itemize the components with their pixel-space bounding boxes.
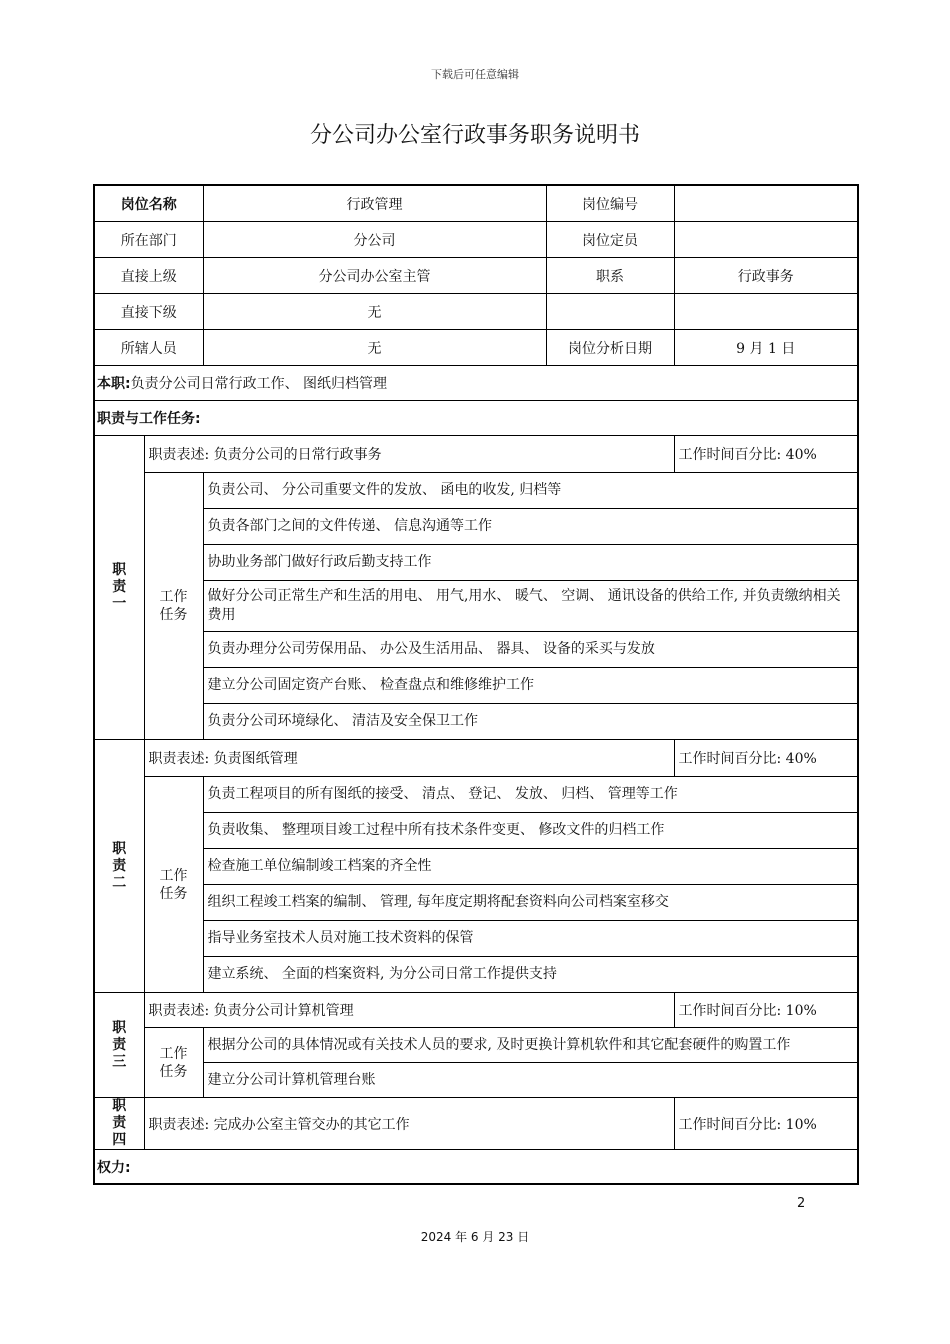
duties-header: 职责与工作任务: (94, 401, 858, 436)
duty-4-label: 职 责 四 (94, 1098, 144, 1150)
main-duty-row (94, 366, 858, 401)
header-note: 下载后可任意编辑 (431, 68, 519, 81)
main-duty-text: 负责分公司日常行政工作、 图纸归档管理 (130, 376, 388, 392)
label-headcount: 岗位定员 (546, 222, 674, 258)
duty-2-task-label: 工作 任务 (144, 777, 203, 993)
label-job-family: 职系 (546, 258, 674, 294)
duties-header-row (94, 401, 858, 436)
value-empty (674, 294, 858, 330)
task-row (94, 668, 858, 704)
task-row (94, 849, 858, 885)
task-row (94, 1063, 858, 1098)
duty-3-pct: 工作时间百分比: 10% (674, 993, 858, 1028)
duty-1-task-1: 负责公司、 分公司重要文件的发放、 函电的收发, 归档等 (203, 473, 858, 509)
duty-4-pct: 工作时间百分比: 10% (674, 1098, 858, 1150)
duty-3-task-2: 建立分公司计算机管理台账 (203, 1063, 858, 1098)
duty-1-task-4: 做好分公司正常生产和生活的用电、 用气,用水、 暖气、 空调、 通讯设备的供给工作, 并负责缴纳相关费用 (203, 581, 858, 632)
info-row-staff (94, 330, 858, 366)
duty-2-task-5: 指导业务室技术人员对施工技术资料的保管 (203, 921, 858, 957)
duty-1-task-7: 负责分公司环境绿化、 清洁及安全保卫工作 (203, 704, 858, 740)
authority-row (94, 1150, 858, 1185)
value-supervisor: 分公司办公室主管 (203, 258, 546, 294)
task-row (94, 777, 858, 813)
task-row (94, 921, 858, 957)
task-row (94, 957, 858, 993)
label-analysis-date: 岗位分析日期 (546, 330, 674, 366)
duty-2-task-1: 负责工程项目的所有图纸的接受、 清点、 登记、 发放、 归档、 管理等工作 (203, 777, 858, 813)
value-job-family: 行政事务 (674, 258, 858, 294)
label-position-code: 岗位编号 (546, 185, 674, 222)
duty-2-task-2: 负责收集、 整理项目竣工过程中所有技术条件变更、 修改文件的归档工作 (203, 813, 858, 849)
task-row (94, 885, 858, 921)
info-row-position (94, 185, 858, 222)
duty-2-task-6: 建立系统、 全面的档案资料, 为分公司日常工作提供支持 (203, 957, 858, 993)
label-supervisor: 直接上级 (94, 258, 203, 294)
duty-3-task-1: 根据分公司的具体情况或有关技术人员的要求, 及时更换计算机软件和其它配套硬件的购置工作 (203, 1028, 858, 1063)
label-position-name: 岗位名称 (94, 185, 203, 222)
label-empty (546, 294, 674, 330)
duty-1-label: 职 责 一 (94, 436, 144, 740)
duty-1-task-5: 负责办理分公司劳保用品、 办公及生活用品、 器具、 设备的采买与发放 (203, 632, 858, 668)
task-row (94, 545, 858, 581)
info-row-subordinate (94, 294, 858, 330)
label-department: 所在部门 (94, 222, 203, 258)
page-number: 2 (797, 1196, 806, 1211)
task-row (94, 473, 858, 509)
duty-1-task-3: 协助业务部门做好行政后勤支持工作 (203, 545, 858, 581)
duty-1-desc: 职责表述: 负责分公司的日常行政事务 (144, 436, 674, 473)
value-analysis-date: 9 月 1 日 (674, 330, 858, 366)
info-row-department (94, 222, 858, 258)
duty-2-task-4: 组织工程竣工档案的编制、 管理, 每年度定期将配套资料向公司档案室移交 (203, 885, 858, 921)
value-position-code (674, 185, 858, 222)
duty-4-desc: 职责表述: 完成办公室主管交办的其它工作 (144, 1098, 674, 1150)
task-row (94, 509, 858, 545)
duty-3-task-label: 工作 任务 (144, 1028, 203, 1098)
footer-date: 2024 年 6 月 23 日 (420, 1230, 530, 1244)
value-department: 分公司 (203, 222, 546, 258)
task-row (94, 704, 858, 740)
duty-1-task-2: 负责各部门之间的文件传递、 信息沟通等工作 (203, 509, 858, 545)
task-row (94, 813, 858, 849)
duty-1-task-6: 建立分公司固定资产台账、 检查盘点和维修维护工作 (203, 668, 858, 704)
duty-3-label: 职 责 三 (94, 993, 144, 1098)
label-staff: 所辖人员 (94, 330, 203, 366)
duty-2-task-3: 检查施工单位编制竣工档案的齐全性 (203, 849, 858, 885)
duty-2-pct: 工作时间百分比: 40% (674, 740, 858, 777)
value-subordinate: 无 (203, 294, 546, 330)
value-headcount (674, 222, 858, 258)
value-position-name: 行政管理 (203, 185, 546, 222)
value-staff: 无 (203, 330, 546, 366)
duty-2-desc-row (94, 740, 858, 777)
label-subordinate: 直接下级 (94, 294, 203, 330)
job-description-table (93, 184, 859, 1185)
main-duty-label: 本职: (97, 376, 131, 392)
task-row (94, 632, 858, 668)
duty-3-desc-row (94, 993, 858, 1028)
duty-1-desc-row (94, 436, 858, 473)
document-title: 分公司办公室行政事务职务说明书 (309, 123, 640, 148)
duty-2-label: 职 责 二 (94, 740, 144, 993)
duty-3-desc: 职责表述: 负责分公司计算机管理 (144, 993, 674, 1028)
duty-1-pct: 工作时间百分比: 40% (674, 436, 858, 473)
authority-label: 权力: (94, 1150, 858, 1185)
info-row-supervisor (94, 258, 858, 294)
task-row (94, 1028, 858, 1063)
task-row (94, 581, 858, 632)
duty-4-desc-row (94, 1098, 858, 1150)
duty-1-task-label: 工作 任务 (144, 473, 203, 740)
duty-2-desc: 职责表述: 负责图纸管理 (144, 740, 674, 777)
